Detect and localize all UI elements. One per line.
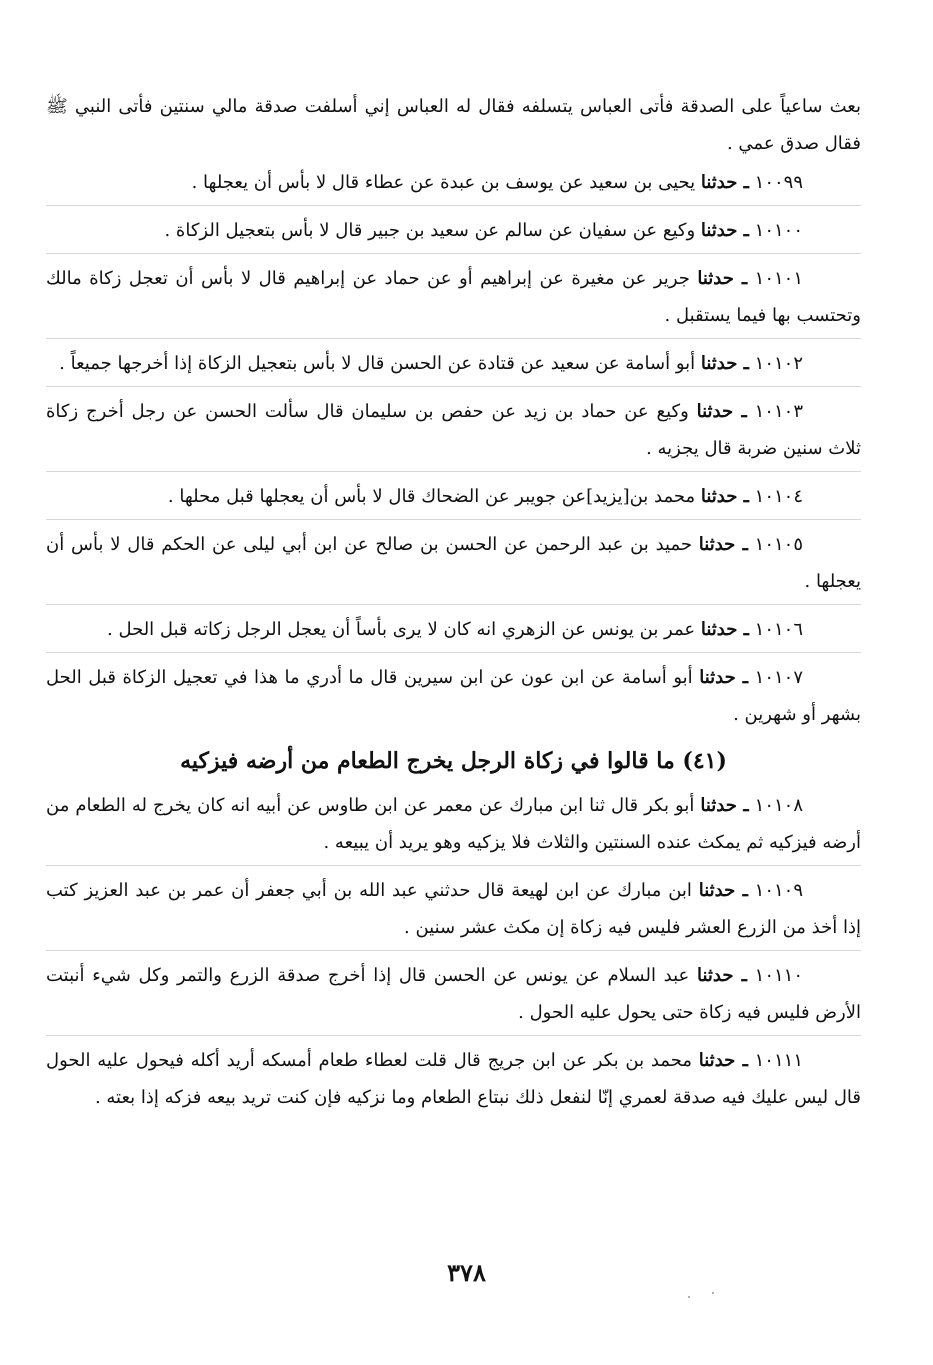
hadith-entry xyxy=(46,393,861,467)
intro-paragraph: بعث ساعياً على الصدقة فأتى العباس يتسلفه فقال له العباس إني أسلفت صدقة مالي سنتين فأتى النبي ﷺ فقال صدق عمي . xyxy=(46,96,861,154)
entry-text: محمد بن بكر عن ابن جريج قال قلت لعطاء طعام أمسكه أريد أكله فيحول عليه الحول قال ليس عليك فيه صدقة لعمري إنّا لنفعل ذلك نبتاع الطعام وما نزكيه فإن كنت تريد بيعه فزكه إذا بعته . xyxy=(46,1050,861,1108)
entry-lead: ـ حدثنا xyxy=(700,220,749,241)
entry-lead: ـ حدثنا xyxy=(698,880,748,901)
entry-text: أبو أسامة عن سعيد عن قتادة عن الحسن قال لا بأس بتعجيل الزكاة إذا أخرجها جميعاً . xyxy=(59,353,696,374)
entry-lead: ـ حدثنا xyxy=(696,965,747,986)
hadith-entry xyxy=(46,345,861,382)
divider xyxy=(46,205,861,206)
page-body xyxy=(46,88,861,1118)
entry-text: عمر بن يونس عن الزهري انه كان لا يرى بأساً أن يعجل الرجل زكاته قبل الحل . xyxy=(107,619,696,640)
entry-number: ١٠٠٩٩ xyxy=(754,172,803,193)
divider xyxy=(46,338,861,339)
entry-lead: ـ حدثنا xyxy=(700,795,749,816)
entry-number: ١٠١٠٩ xyxy=(754,880,804,901)
hadith-entry xyxy=(46,872,861,946)
divider xyxy=(46,253,861,254)
entry-lead: ـ حدثنا xyxy=(697,268,748,289)
entry-lead: ـ حدثنا xyxy=(698,1050,748,1071)
entry-lead: ـ حدثنا xyxy=(700,619,749,640)
divider xyxy=(46,471,861,472)
divider xyxy=(46,865,861,866)
entry-text: يحيى بن سعيد عن يوسف بن عبدة عن عطاء قال لا بأس أن يعجلها . xyxy=(191,172,696,193)
hadith-entry xyxy=(46,957,861,1031)
entry-text: أبو أسامة عن ابن عون عن ابن سيرين قال ما أدري ما هذا في تعجيل الزكاة قبل الحل بشهر أو شهرين . xyxy=(46,667,861,725)
entry-text: جرير عن مغيرة عن إبراهيم أو عن حماد عن إبراهيم قال لا بأس أن تعجل زكاة مالك وتحتسب بها فيما يستقبل . xyxy=(46,268,861,326)
hadith-entry xyxy=(46,260,861,334)
entry-number: ١٠١٠٧ xyxy=(754,667,803,688)
entry-lead: ـ حدثنا xyxy=(700,486,749,507)
divider xyxy=(46,604,861,605)
entry-lead: ـ حدثنا xyxy=(699,667,749,688)
entries-section-b xyxy=(46,787,861,1116)
hadith-entry xyxy=(46,659,861,733)
scan-speck xyxy=(712,1292,714,1294)
entry-text: محمد بن[يزيد]عن جويبر عن الضحاك قال لا بأس أن يعجلها قبل محلها . xyxy=(167,486,696,507)
entry-text: وكيع عن حماد بن زيد عن حفص بن سليمان قال سألت الحسن عن رجل أخرج زكاة ثلاث سنين ضربة قال يجزيه . xyxy=(46,401,861,459)
scan-speck xyxy=(688,1296,690,1298)
hadith-entry xyxy=(46,787,861,861)
page-number: ٣٧٨ xyxy=(447,1258,486,1287)
entry-text: وكيع عن سفيان عن سالم عن سعيد بن جبير قال لا بأس بتعجيل الزكاة . xyxy=(164,220,696,241)
entry-number: ١٠١٠١ xyxy=(754,268,803,289)
entry-text: حميد بن عبد الرحمن عن الحسن بن صالح عن ابن أبي ليلى عن الحكم قال لا بأس أن يعجلها . xyxy=(46,534,861,592)
hadith-entry xyxy=(46,526,861,600)
entry-number: ١٠١٠٤ xyxy=(754,486,803,507)
entry-text: عبد السلام عن يونس عن الحسن قال إذا أخرج صدقة الزرع والتمر وكل شيء أنبتت الأرض فليس فيه زكاة حتى يحول عليه الحول . xyxy=(46,965,861,1023)
entry-lead: ـ حدثنا xyxy=(700,353,749,374)
entry-text: ابن مبارك عن ابن لهيعة قال حدثني عبد الله بن أبي جعفر أن عمر بن عبد العزيز كتب إذا أخذ من الزرع العشر فليس فيه زكاة إن مكث عشر سنين . xyxy=(46,880,861,938)
entry-number: ١٠١٠٦ xyxy=(754,619,803,640)
hadith-entry xyxy=(46,1042,861,1116)
entry-number: ١٠١١٠ xyxy=(754,965,803,986)
entry-lead: ـ حدثنا xyxy=(698,534,748,555)
entry-lead: ـ حدثنا xyxy=(696,401,747,422)
divider xyxy=(46,1035,861,1036)
entry-number: ١٠١١١ xyxy=(754,1050,803,1071)
entry-number: ١٠١٠٥ xyxy=(754,534,803,555)
entry-text: أبو بكر قال ثنا ابن مبارك عن معمر عن ابن طاوس عن أبيه انه كان يخرج له الطعام من أرضه فيزكيه ثم يمكث عنده السنتين والثلاث فلا يزكيه وهو يريد أن يبيعه . xyxy=(46,795,861,853)
entries-section-a xyxy=(46,164,861,733)
entry-number: ١٠١٠٠ xyxy=(754,220,803,241)
chapter-heading: (٤١) ما قالوا في زكاة الرجل يخرج الطعام من أرضه فيزكيه xyxy=(180,748,727,774)
divider xyxy=(46,652,861,653)
divider xyxy=(46,386,861,387)
entry-number: ١٠١٠٢ xyxy=(754,353,803,374)
hadith-entry xyxy=(46,212,861,249)
entry-number: ١٠١٠٣ xyxy=(754,401,803,422)
hadith-entry xyxy=(46,478,861,515)
hadith-entry xyxy=(46,164,861,201)
entry-number: ١٠١٠٨ xyxy=(754,795,803,816)
divider xyxy=(46,950,861,951)
divider xyxy=(46,519,861,520)
entry-lead: ـ حدثنا xyxy=(700,172,749,193)
hadith-entry xyxy=(46,611,861,648)
